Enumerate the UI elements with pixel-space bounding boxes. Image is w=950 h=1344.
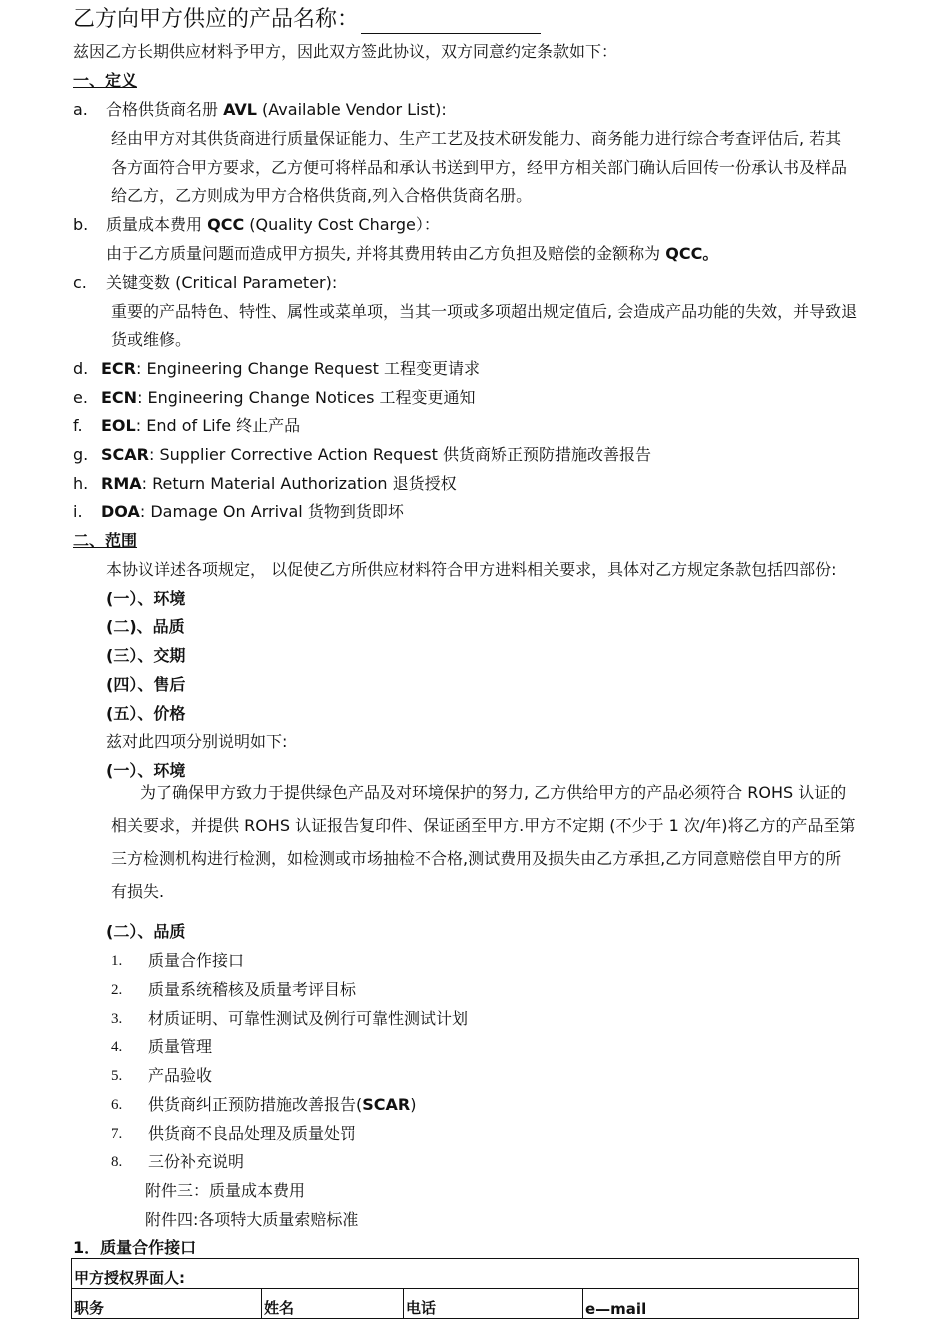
quality-item-6-text: 供货商纠正预防措施改善报告(: [148, 1095, 363, 1114]
item-b-body: [106, 244, 718, 264]
quality-item-2-number: 2.: [111, 982, 123, 998]
page-title: [73, 6, 541, 34]
intro-text: 兹因乙方长期供应材料予甲方，因此双方签此协议，双方同意约定条款如下：: [73, 42, 618, 61]
item-b-abbr: QCC: [207, 215, 245, 234]
term-e-marker: e.: [73, 388, 88, 407]
item-a-abbr: AVL: [223, 100, 257, 119]
item-c-marker: c.: [73, 273, 87, 292]
item-a-body-1: 经由甲方对其供货商进行质量保证能力、生产工艺及技术研发能力、商务能力进行综合考查评估后, 若其: [111, 129, 842, 148]
item-a-title: [106, 100, 447, 120]
interface-heading: 1．质量合作接口: [73, 1238, 197, 1257]
quality-item-1-number: 1.: [111, 953, 123, 969]
term-f-marker: f.: [73, 416, 83, 435]
quality-item-4-number: 4.: [111, 1039, 123, 1055]
item-b-marker: b.: [73, 215, 89, 234]
term-h-marker: h.: [73, 474, 89, 493]
term-ecr: [101, 359, 480, 379]
quality-item-4: 质量管理: [148, 1037, 213, 1056]
product-name-blank: [361, 11, 541, 34]
term-scar-abbr: SCAR: [101, 445, 149, 464]
term-scar: [101, 445, 651, 465]
scope-part-delivery: (三）、交期: [106, 646, 186, 665]
quality-item-6: [148, 1095, 416, 1115]
term-ecn-desc: : Engineering Change Notices 工程变更通知: [137, 388, 476, 407]
term-d-marker: d.: [73, 359, 89, 378]
quality-item-7-number: 7.: [111, 1126, 123, 1142]
quality-item-3-number: 3.: [111, 1011, 123, 1027]
term-eol-desc: : End of Life 终止产品: [135, 416, 301, 435]
scope-part-quality: (二)、品质: [106, 617, 185, 636]
term-doa: [101, 502, 404, 522]
term-ecn: [101, 388, 476, 408]
column-header-phone: 电话: [404, 1289, 583, 1319]
item-c-body-1: 重要的产品特色、特性、属性或菜单项，当其一项或多项超出规定值后, 会造成产品功能的失效，并导致退: [111, 302, 858, 321]
quality-item-3: 材质证明、可靠性测试及例行可靠性测试计划: [148, 1009, 469, 1028]
quality-item-6-abbr: SCAR: [362, 1095, 411, 1114]
contact-table: [71, 1258, 859, 1319]
item-a-pre: 合格供货商名册: [106, 100, 224, 119]
environment-body-4: 有损失.: [111, 882, 165, 901]
section2-heading: 二、范围: [73, 531, 138, 550]
item-a-post: (Available Vendor List):: [256, 100, 447, 119]
quality-item-7: 供货商不良品处理及质量处罚: [148, 1124, 357, 1143]
section1-heading: 一、定义: [73, 71, 138, 90]
environment-body-1: 为了确保甲方致力于提供绿色产品及对环境保护的努力, 乙方供给甲方的产品必须符合 ROHS 认证的: [140, 783, 847, 802]
quality-item-1: 质量合作接口: [148, 951, 245, 970]
scope-explain: 兹对此四项分别说明如下:: [106, 732, 288, 751]
quality-item-8: 三份补充说明: [148, 1152, 245, 1171]
annex-3: 附件三：质量成本费用: [145, 1181, 306, 1200]
item-b-title: [106, 215, 440, 235]
item-a-body-3: 给乙方，乙方则成为甲方合格供货商,列入合格供货商名册。: [111, 186, 533, 205]
column-header-name: 姓名: [262, 1289, 404, 1319]
contact-table-title-row: [72, 1259, 859, 1289]
environment-heading: (一）、环境: [106, 761, 186, 780]
quality-item-6-tail: ): [410, 1095, 417, 1114]
item-c-body-2: 货或维修。: [111, 330, 192, 349]
term-doa-desc: : Damage On Arrival 货物到货即坏: [139, 502, 404, 521]
column-header-position: 职务: [72, 1289, 262, 1319]
item-a-marker: a.: [73, 100, 88, 119]
term-ecr-abbr: ECR: [101, 359, 136, 378]
term-doa-abbr: DOA: [101, 502, 140, 521]
term-ecn-abbr: ECN: [101, 388, 138, 407]
environment-body-2: 相关要求，并提供 ROHS 认证报告复印件、保证函至甲方.甲方不定期 (不少于 1 次/年)将乙方的产品至第: [111, 816, 856, 835]
term-rma: [101, 474, 457, 494]
environment-body-3: 三方检测机构进行检测，如检测或市场抽检不合格,测试费用及损失由乙方承担,乙方同意赔偿自甲方的所: [111, 849, 842, 868]
item-c-title: 关键变数 (Critical Parameter):: [106, 273, 338, 292]
quality-item-5-number: 5.: [111, 1068, 123, 1084]
term-rma-desc: : Return Material Authorization 退货授权: [141, 474, 457, 493]
quality-item-8-number: 8.: [111, 1154, 123, 1170]
item-b-pre: 质量成本费用: [106, 215, 208, 234]
quality-heading: (二）、品质: [106, 922, 186, 941]
term-scar-desc: : Supplier Corrective Action Request 供货商矫正预防措施改善报告: [148, 445, 651, 464]
term-eol: [101, 416, 300, 436]
term-i-marker: i.: [73, 502, 83, 521]
quality-item-5: 产品验收: [148, 1066, 213, 1085]
column-header-email: e—mail: [583, 1289, 859, 1319]
section2-intro: 本协议详述各项规定， 以促使乙方所供应材料符合甲方进料相关要求，具体对乙方规定条款包括四部份:: [106, 560, 837, 579]
title-text: 乙方向甲方供应的产品名称：: [73, 7, 360, 32]
contact-table-title: 甲方授权界面人:: [72, 1259, 859, 1289]
term-eol-abbr: EOL: [101, 416, 136, 435]
item-b-body-text: 由于乙方质量问题而造成甲方损失, 并将其费用转由乙方负担及赔偿的金额称为: [106, 244, 666, 263]
term-rma-abbr: RMA: [101, 474, 142, 493]
annex-4: 附件四:各项特大质量索赔标准: [145, 1210, 359, 1229]
item-b-body-abbr: QCC。: [665, 244, 719, 263]
scope-part-environment: (一）、环境: [106, 589, 186, 608]
scope-part-price: (五）、价格: [106, 704, 186, 723]
item-b-post: (Quality Cost Charge）：: [244, 215, 440, 234]
contact-table-header-row: [72, 1289, 859, 1319]
quality-item-6-number: 6.: [111, 1097, 123, 1113]
term-ecr-desc: : Engineering Change Request 工程变更请求: [136, 359, 480, 378]
item-a-body-2: 各方面符合甲方要求，乙方便可将样品和承认书送到甲方，经甲方相关部门确认后回传一份承认书及样品: [111, 158, 848, 177]
scope-part-aftersales: (四）、售后: [106, 675, 186, 694]
term-g-marker: g.: [73, 445, 89, 464]
quality-item-2: 质量系统稽核及质量考评目标: [148, 980, 357, 999]
